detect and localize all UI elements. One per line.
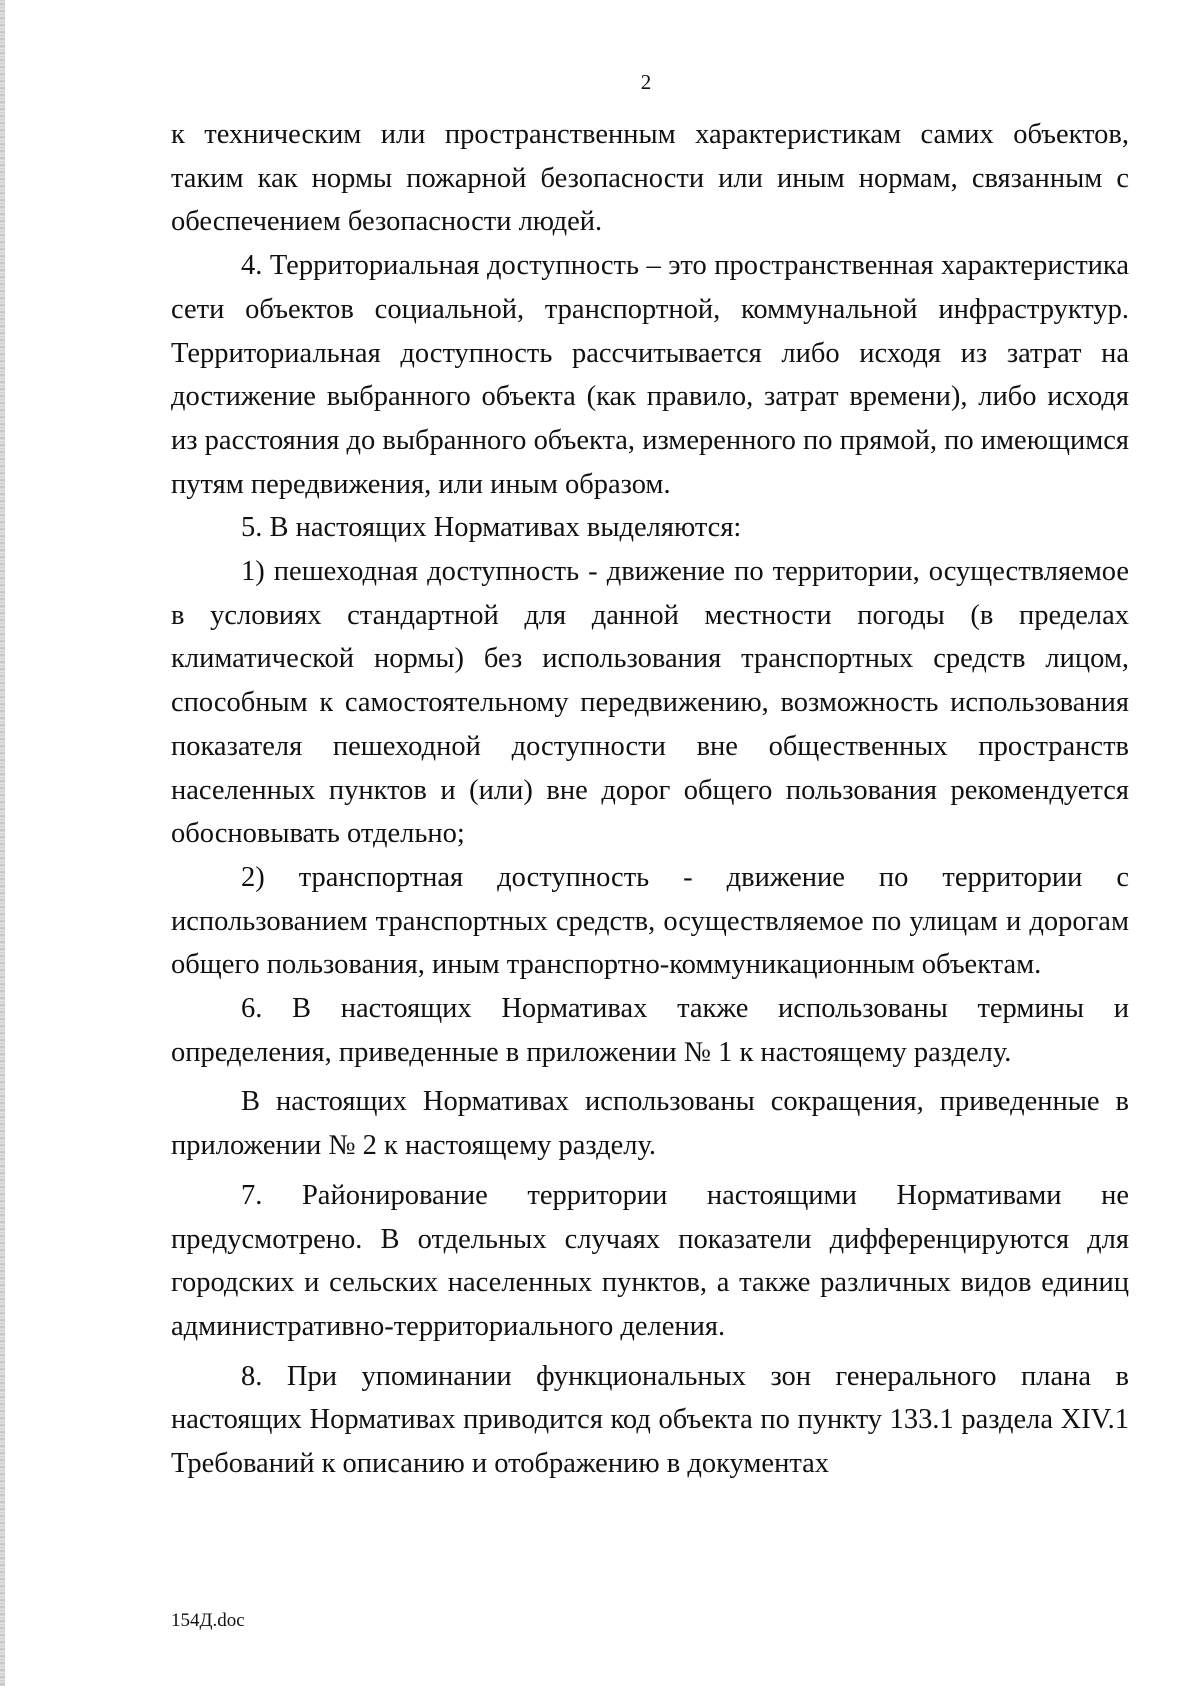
footer-filename: 154Д.doc [171, 1610, 245, 1631]
paragraph-subitem-2: 2) транспортная доступность - движение по территории с использованием транспортных средств, осуществляемое по улицам и дорогам общего пользования, иным транспортно-коммуникационным объектам. [171, 861, 1129, 981]
paragraph-item-5: 5. В настоящих Нормативах выделяются: [241, 512, 742, 544]
paragraph-abbreviations: В настоящих Нормативах использованы сокращения, приведенные в приложении № 2 к настоящему разделу. [171, 1086, 1129, 1162]
paragraph-subitem-1: 1) пешеходная доступность - движение по территории, осуществляемое в условиях стандартной для данной местности погоды (в пределах климатической нормы) без использования транспортных средств лицом, способным к самостоятельному передвижению, возможность использования показателя пешеходной доступности вне общественных пространств населенных пунктов и (или) вне дорог общего пользования рекомендуется обосновывать отдельно; [171, 556, 1129, 850]
paragraph-item-8: 8. При упоминании функциональных зон генерального плана в настоящих Нормативах приводится код объекта по пункту 133.1 раздела XIV.1 Требований к описанию и отображению в документах [171, 1360, 1129, 1480]
paragraph-item-6: 6. В настоящих Нормативах также использованы термины и определения, приведенные в приложении № 1 к настоящему разделу. [171, 993, 1129, 1068]
scan-edge [0, 0, 5, 1686]
paragraph-item-7: 7. Районирование территории настоящими Нормативами не предусмотрено. В отдельных случаях показатели дифференцируются для городских и сельских населенных пунктов, а также различных видов единиц административно-территориального деления. [171, 1179, 1129, 1342]
document-body [171, 113, 1129, 1486]
page-number: 2 [640, 70, 652, 94]
paragraph-item-4: 4. Территориальная доступность – это пространственная характеристика сети объектов социальной, транспортной, коммунальной инфраструктур. Территориальная доступность рассчитывается либо исходя из затрат на достижение выбранного объекта (как правило, затрат времени), либо исходя из расстояния до выбранного объекта, измеренного по прямой, по имеющимся путям передвижения, или иным образом. [171, 250, 1129, 500]
paragraph-continuation: к техническим или пространственным характеристикам самих объектов, таким как нормы пожарной безопасности или иным нормам, связанным с обеспечением безопасности людей. [171, 119, 1129, 238]
